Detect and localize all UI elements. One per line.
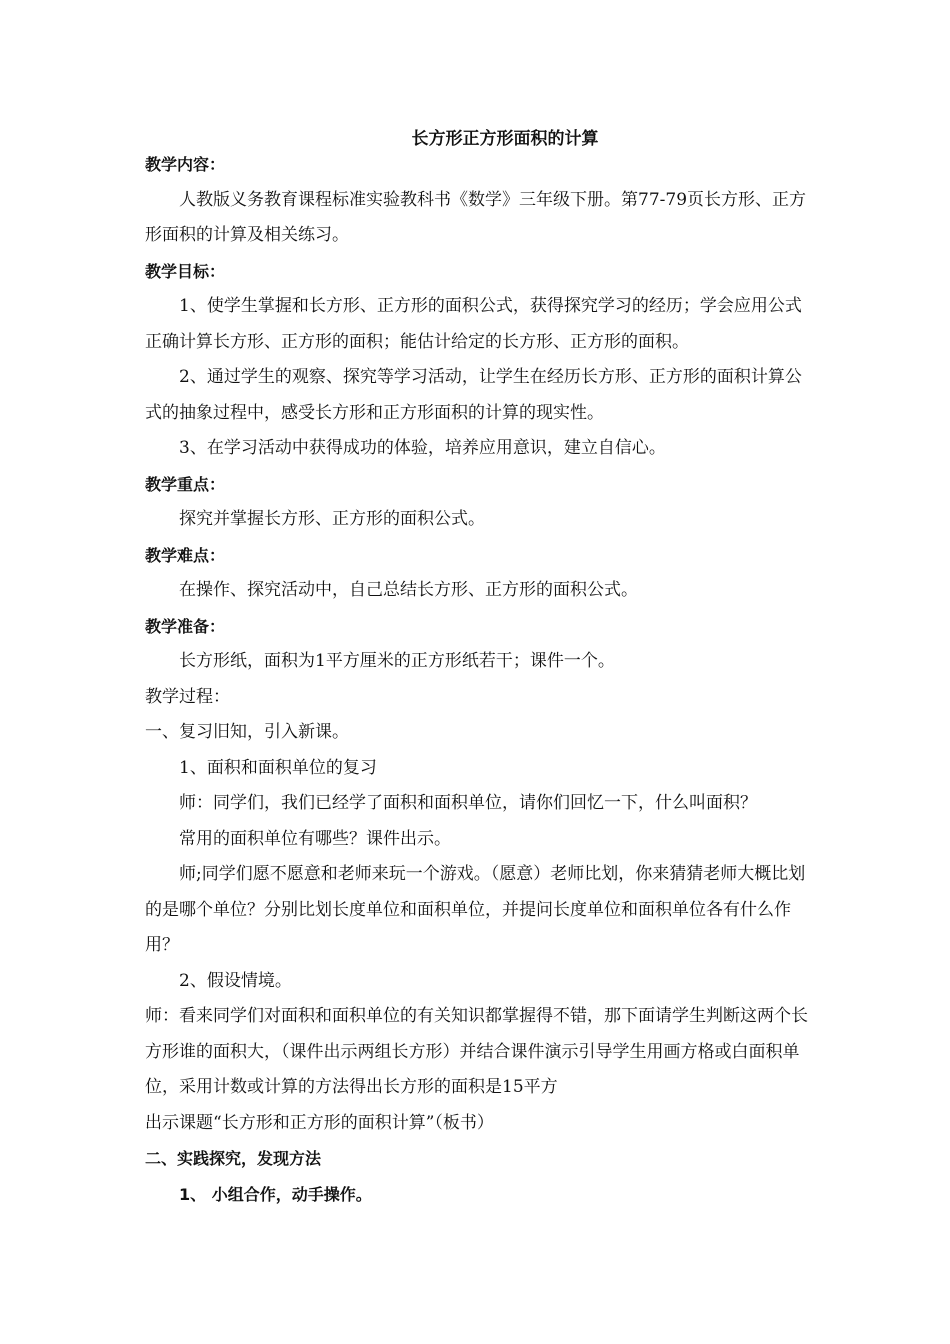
section-1-heading: 一、复习旧知，引入新课。 bbox=[145, 722, 349, 742]
goal-3: 3、在学习活动中获得成功的体验，培养应用意识，建立自信心。 bbox=[179, 438, 666, 458]
teacher-line-1b: 常用的面积单位有哪些？课件出示。 bbox=[179, 828, 451, 849]
section-1-item-2: 2、假设情境。 bbox=[179, 970, 292, 991]
section-1-item-1: 1、面积和面积单位的复习 bbox=[179, 757, 377, 778]
goal-1: 1、使学生掌握和长方形、正方形的面积公式，获得探究学习的经历；学会应用公式正确计算长方形、正方形的面积；能估计给定的长方形、正方形的面积。 bbox=[145, 296, 802, 352]
topic-line: 出示课题“长方形和正方形的面积计算”（板书） bbox=[145, 1112, 494, 1133]
paragraph-content: 人教版义务教育课程标准实验教科书《数学》三年级下册。第77-79页长方形、正方形面积的计算及相关练习。 bbox=[145, 189, 807, 245]
heading-content: 教学内容： bbox=[145, 155, 226, 174]
process-label: 教学过程： bbox=[145, 686, 230, 707]
heading-difficulty: 教学难点： bbox=[145, 545, 226, 565]
document-title: 长方形正方形面积的计算 bbox=[411, 129, 599, 149]
teacher-line-1: 师：同学们，我们已经学了面积和面积单位，请你们回忆一下，什么叫面积？ bbox=[179, 793, 757, 813]
teacher-line-2: 师;同学们愿不愿意和老师来玩一个游戏。（愿意）老师比划，你来猜猜老师大概比划的是哪个单位？分别比划长度单位和面积单位，并提问长度单位和面积单位各有什么作用？ bbox=[145, 864, 806, 955]
section-2-item-1: 1、 小组合作，动手操作。 bbox=[179, 1184, 372, 1204]
teacher-line-3: 师：看来同学们对面积和面积单位的有关知识都掌握得不错，那下面请学生判断这两个长方形谁的面积大，（课件出示两组长方形）并结合课件演示引导学生用画方格或白面积单位，采用计数或计算的方法得出长方形的面积是15平方 bbox=[145, 1006, 808, 1097]
paragraph-key-point: 探究并掌握长方形、正方形的面积公式。 bbox=[179, 509, 485, 529]
document-body bbox=[145, 147, 815, 1212]
heading-preparation: 教学准备： bbox=[145, 616, 226, 636]
goal-2: 2、通过学生的观察、探究等学习活动，让学生在经历长方形、正方形的面积计算公式的抽象过程中，感受长方形和正方形面积的计算的现实性。 bbox=[145, 367, 802, 423]
heading-key-point: 教学重点： bbox=[145, 474, 226, 494]
paragraph-preparation: 长方形纸，面积为1平方厘米的正方形纸若干；课件一个。 bbox=[179, 651, 615, 671]
paragraph-difficulty: 在操作、探究活动中，自己总结长方形、正方形的面积公式。 bbox=[179, 580, 638, 600]
section-2-heading: 二、实践探究，发现方法 bbox=[145, 1149, 322, 1168]
heading-goals: 教学目标： bbox=[145, 261, 226, 281]
